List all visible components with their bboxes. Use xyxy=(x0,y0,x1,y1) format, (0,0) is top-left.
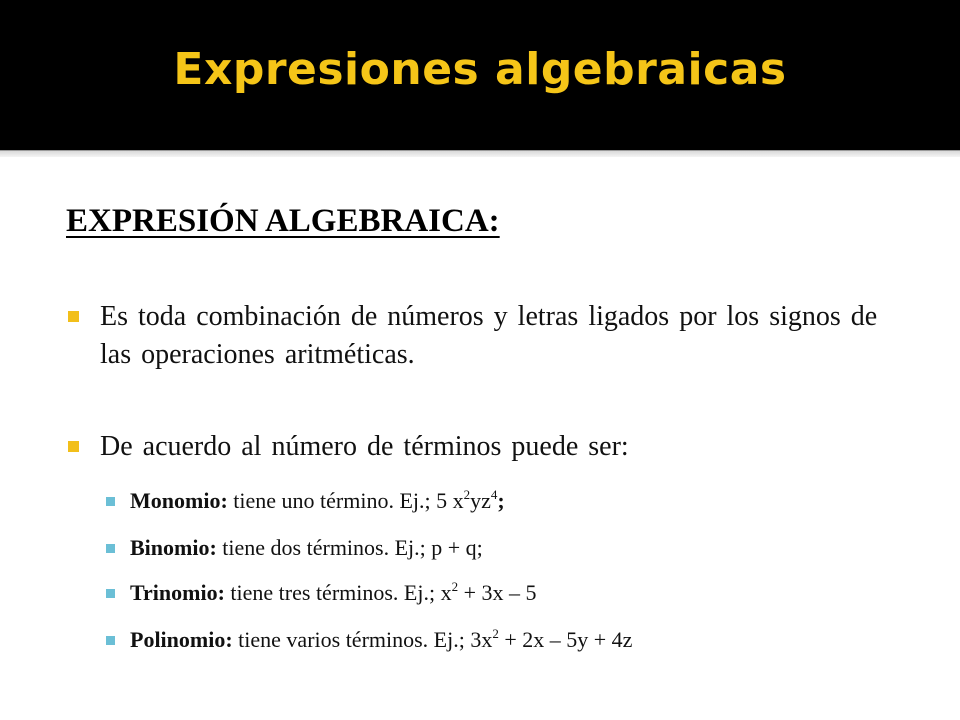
bullet-text: Es toda combinación de números y letras ligados por los signos de las operaciones aritméticas. xyxy=(100,301,878,370)
term-label: Trinomio: xyxy=(130,580,225,605)
term-label: Monomio: xyxy=(130,488,228,513)
bullet-text: De acuerdo al número de términos puede ser: xyxy=(100,431,629,462)
bullet-marker-icon xyxy=(68,311,79,322)
title-bar xyxy=(0,0,960,150)
bullet-marker-icon xyxy=(68,441,79,452)
subbullet-marker-icon xyxy=(106,497,115,506)
subbullet-marker-icon xyxy=(106,544,115,553)
section-heading: EXPRESIÓN ALGEBRAICA: xyxy=(66,203,500,239)
term-label: Binomio: xyxy=(130,535,217,560)
term-label: Polinomio: xyxy=(130,627,233,652)
title-divider xyxy=(0,150,960,157)
slide-title: Expresiones algebraicas xyxy=(173,44,787,95)
subbullet-marker-icon xyxy=(106,589,115,598)
subbullet-marker-icon xyxy=(106,636,115,645)
